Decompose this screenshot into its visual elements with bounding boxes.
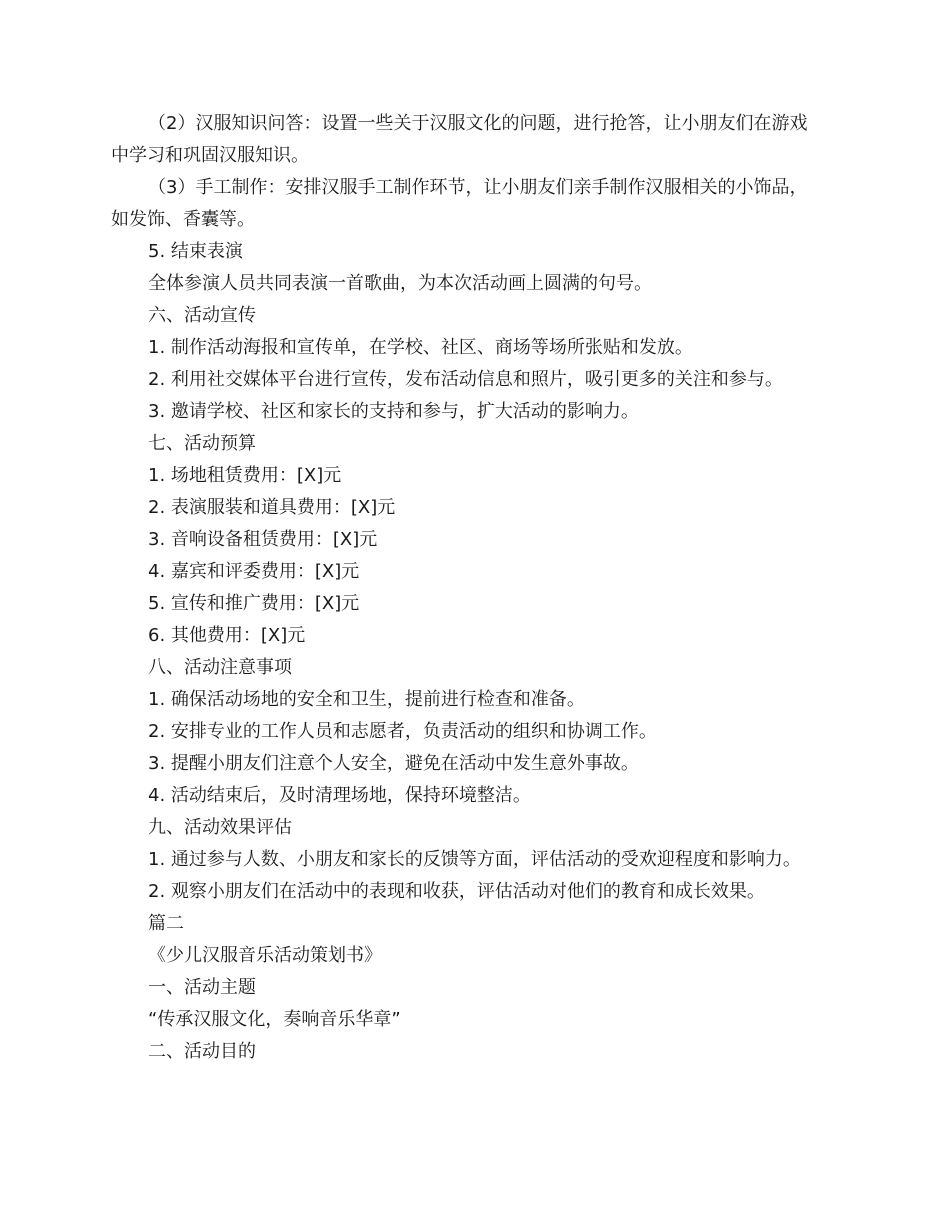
paragraph-line: 如发饰、香囊等。 [111,209,255,230]
list-item: 2. 安排专业的工作人员和志愿者，负责活动的组织和协调工作。 [148,721,657,742]
section-heading: 七、活动预算 [148,433,256,454]
list-item: 4. 活动结束后，及时清理场地，保持环境整洁。 [148,785,531,806]
section-heading: 六、活动宣传 [148,305,256,326]
section-heading: 八、活动注意事项 [148,657,292,678]
list-item: 1. 场地租赁费用：[X]元 [148,465,342,486]
paragraph-line: （3）手工制作：安排汉服手工制作环节，让小朋友们亲手制作汉服相关的小饰品， [148,177,808,198]
part-heading: 篇二 [148,913,184,934]
section-heading: 九、活动效果评估 [148,817,292,838]
section-heading: 5. 结束表演 [148,241,243,262]
list-item: 2. 观察小朋友们在活动中的表现和收获，评估活动对他们的教育和成长效果。 [148,881,765,902]
paragraph-line: （2）汉服知识问答：设置一些关于汉服文化的问题，进行抢答，让小朋友们在游戏 [148,113,808,134]
section-heading: 一、活动主题 [148,977,256,998]
list-item: 4. 嘉宾和评委费用：[X]元 [148,561,360,582]
list-item: 3. 音响设备租赁费用：[X]元 [148,529,378,550]
list-item: 2. 表演服装和道具费用：[X]元 [148,497,396,518]
list-item: 1. 制作活动海报和宣传单，在学校、社区、商场等场所张贴和发放。 [148,337,693,358]
list-item: 5. 宣传和推广费用：[X]元 [148,593,360,614]
list-item: 6. 其他费用：[X]元 [148,625,306,646]
list-item: 3. 邀请学校、社区和家长的支持和参与，扩大活动的影响力。 [148,401,639,422]
paragraph-line: 中学习和巩固汉服知识。 [111,145,309,166]
paragraph-line: 全体参演人员共同表演一首歌曲，为本次活动画上圆满的句号。 [148,273,652,294]
document-title: 《少儿汉服音乐活动策划书》 [148,945,382,966]
theme-quote: “传承汉服文化，奏响音乐华章” [148,1009,401,1030]
list-item: 2. 利用社交媒体平台进行宣传，发布活动信息和照片，吸引更多的关注和参与。 [148,369,783,390]
list-item: 1. 确保活动场地的安全和卫生，提前进行检查和准备。 [148,689,585,710]
list-item: 1. 通过参与人数、小朋友和家长的反馈等方面，评估活动的受欢迎程度和影响力。 [148,849,801,870]
list-item: 3. 提醒小朋友们注意个人安全，避免在活动中发生意外事故。 [148,753,639,774]
section-heading: 二、活动目的 [148,1041,256,1062]
